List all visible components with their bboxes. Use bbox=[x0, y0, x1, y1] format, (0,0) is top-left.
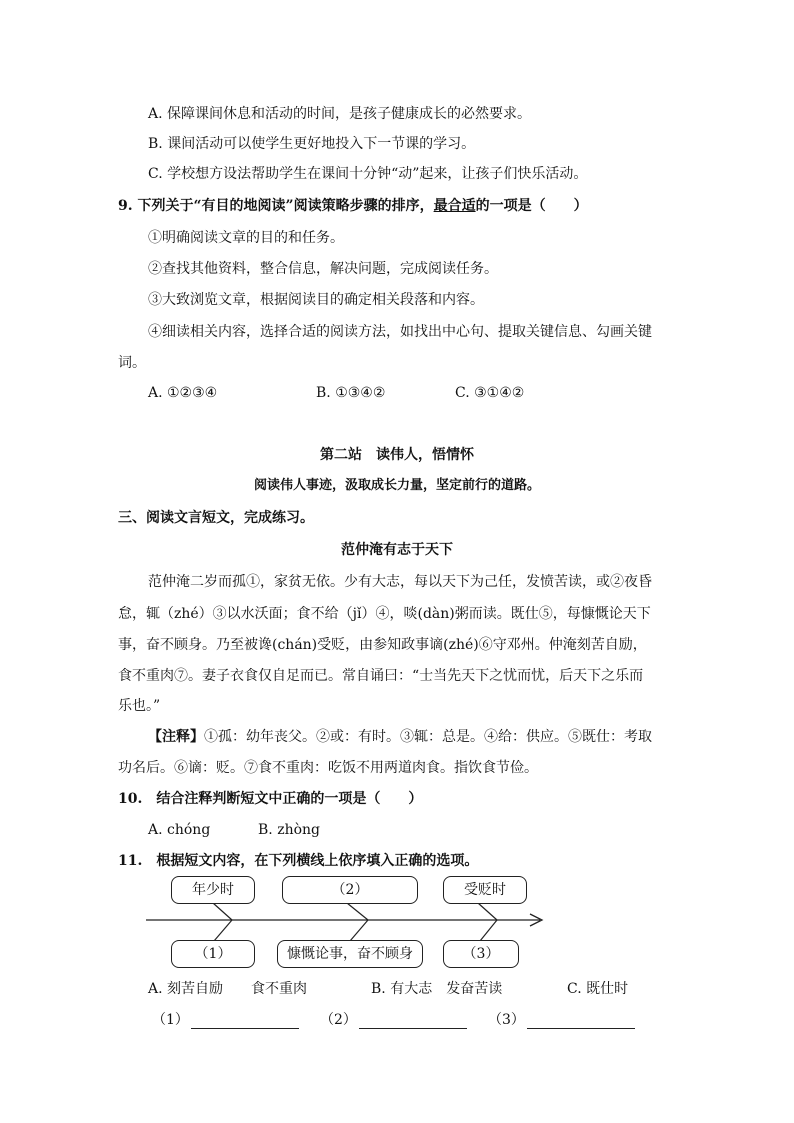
q9-step-2: ②查找其他资料，整合信息，解决问题，完成阅读任务。 bbox=[148, 261, 498, 277]
q11-option-b: B. 有大志 发奋苦读 bbox=[371, 981, 503, 997]
answer-blank-2[interactable] bbox=[320, 1009, 467, 1029]
answer-blank-1[interactable] bbox=[152, 1009, 299, 1029]
q8-option-c: C. 学校想方设法帮助学生在课间十分钟“动”起来，让孩子们快乐活动。 bbox=[148, 166, 588, 182]
connector-bottom-2 bbox=[350, 920, 368, 941]
q8-option-a: A. 保障课间休息和活动的时间，是孩子健康成长的必然要求。 bbox=[148, 106, 532, 122]
part3-heading: 三、阅读文言短文，完成练习。 bbox=[118, 510, 314, 526]
q9-option-a: A. ①②③④ bbox=[148, 385, 218, 401]
timeline-box-3: （3） bbox=[443, 940, 519, 968]
answer-line-2[interactable] bbox=[359, 1014, 467, 1029]
q9-stem-emphasis: 最合适 bbox=[433, 198, 476, 214]
q9-step-4: ④细读相关内容，选择合适的阅读方法，如找出中心句、提取关键信息、勾画关键 bbox=[148, 324, 652, 340]
annotation-text-1: ①孤：幼年丧父。②或：有时。③辄：总是。④给：供应。⑤既仕：考取 bbox=[204, 729, 652, 745]
passage-line-5: 乐也。” bbox=[118, 698, 161, 714]
answer-blank-1-label: （1） bbox=[152, 1012, 189, 1028]
q11-option-c: C. 既仕时 bbox=[567, 981, 629, 997]
answer-line-1[interactable] bbox=[191, 1014, 299, 1029]
q9-step-3: ③大致浏览文章，根据阅读目的确定相关段落和内容。 bbox=[148, 292, 484, 308]
connector-bottom-1 bbox=[214, 920, 232, 941]
q10-option-b: B. zhòng bbox=[258, 822, 320, 838]
section-subtitle: 阅读伟人事迹，汲取成长力量，坚定前行的道路。 bbox=[253, 478, 540, 493]
q10-option-a: A. chóng bbox=[148, 822, 211, 838]
timeline-box-discuss: 慷慨论事，奋不顾身 bbox=[277, 940, 423, 968]
annotation-label: 【注释】 bbox=[148, 729, 204, 745]
connector-top-3 bbox=[478, 903, 497, 920]
passage-line-2: 怠，辄（zhé）③以水沃面；食不给（jǐ）④，啖(dàn)粥而读。既仕⑤，每慷慨论天下 bbox=[118, 606, 651, 622]
timeline-box-young: 年少时 bbox=[171, 876, 255, 904]
q9-option-b: B. ①③④② bbox=[316, 385, 386, 401]
passage-line-3: 事，奋不顾身。乃至被谗(chán)受贬，由参知政事谪(zhé)⑥守邓州。仲淹刻苦自励， bbox=[118, 637, 647, 653]
q9-stem-pre: 9. 下列关于“有目的地阅读”阅读策略步骤的排序， bbox=[118, 198, 434, 214]
timeline-box-1: （1） bbox=[171, 940, 255, 968]
passage-line-1: 范仲淹二岁而孤①，家贫无依。少有大志，每以天下为己任，发愤苦读，或②夜昏 bbox=[148, 574, 652, 590]
q11-stem: 11. 根据短文内容，在下列横线上依序填入正确的选项。 bbox=[118, 853, 479, 869]
section-title: 第二站 读伟人，悟情怀 bbox=[320, 447, 474, 463]
q11-option-a: A. 刻苦自励 食不重肉 bbox=[148, 981, 308, 997]
answer-blank-3[interactable] bbox=[488, 1009, 635, 1029]
answer-blank-3-label: （3） bbox=[488, 1012, 525, 1028]
annotation-line-2: 功名后。⑥谪：贬。⑦食不重肉：吃饭不用两道肉食。指饮食节俭。 bbox=[118, 760, 538, 776]
timeline-box-2: （2） bbox=[282, 876, 418, 904]
passage-line-4: 食不重肉⑦。妻子衣食仅自足而已。常自诵曰：“士当先天下之忧而忧，后天下之乐而 bbox=[118, 668, 644, 684]
q9-option-c: C. ③①④② bbox=[455, 385, 525, 401]
connector-top-2 bbox=[347, 903, 368, 920]
passage-title: 范仲淹有志于天下 bbox=[341, 542, 453, 558]
timeline-box-demoted: 受贬时 bbox=[443, 876, 527, 904]
q10-stem: 10. 结合注释判断短文中正确的一项是（ ） bbox=[118, 791, 423, 807]
answer-blank-2-label: （2） bbox=[320, 1012, 357, 1028]
connector-bottom-3 bbox=[480, 920, 497, 941]
q8-option-b: B. 课间活动可以使学生更好地投入下一节课的学习。 bbox=[148, 136, 476, 152]
connector-top-1 bbox=[213, 903, 232, 920]
q9-step-4-cont: 词。 bbox=[118, 355, 146, 371]
answer-line-3[interactable] bbox=[527, 1014, 635, 1029]
q9-stem-post: 的一项是（ ） bbox=[475, 198, 588, 214]
q9-step-1: ①明确阅读文章的目的和任务。 bbox=[148, 230, 344, 246]
